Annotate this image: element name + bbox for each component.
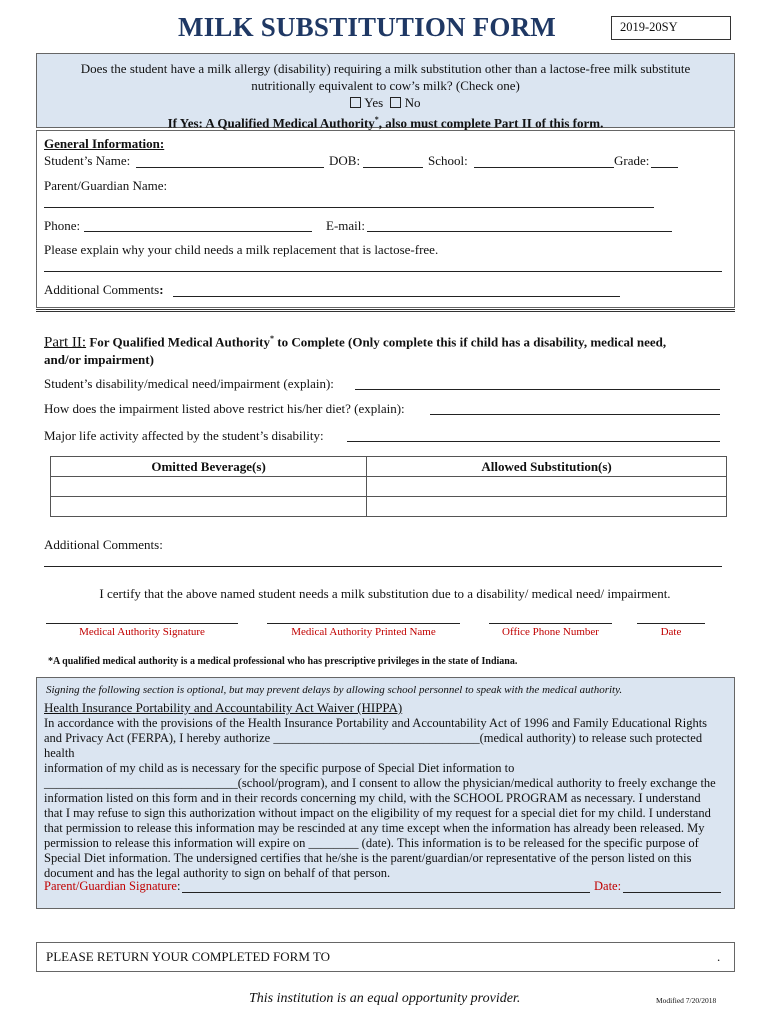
- hippa-paragraph: [44, 716, 730, 881]
- hippa-line: Special Diet information. The undersigned certifies that he/she is the parent/guardian/or representative of the person listed on this: [44, 851, 692, 865]
- hippa-line: _______________________________(school/program), and I consent to allow the physician/medical authority to freely exchange the: [44, 776, 716, 790]
- restrict-field[interactable]: [430, 414, 720, 415]
- parent-name-field[interactable]: [44, 207, 654, 208]
- dob-label: DOB:: [329, 153, 361, 168]
- yes-label: Yes: [364, 95, 384, 110]
- table-row: [51, 497, 727, 517]
- parent-label: Parent/Guardian Name:: [44, 178, 168, 193]
- general-heading: General Information:: [44, 136, 165, 151]
- parent-signature-label: [44, 879, 180, 894]
- no-label: No: [404, 95, 421, 110]
- grade-label: Grade:: [614, 153, 650, 168]
- medical-date-line[interactable]: [637, 623, 705, 624]
- return-text: PLEASE RETURN YOUR COMPLETED FORM TO: [46, 949, 330, 964]
- dob-field[interactable]: [363, 167, 423, 168]
- no-checkbox[interactable]: [390, 97, 401, 108]
- note-suffix: , also must complete Part II of this form.: [378, 115, 604, 131]
- footnote: *A qualified medical authority is a medical professional who has prescriptive privileges in the state of Indiana.: [48, 656, 518, 667]
- hippa-line: information of my child as is necessary for the specific purpose of Special Diet information to: [44, 761, 515, 775]
- table-row: [51, 477, 727, 497]
- general-comments-label: [44, 282, 164, 298]
- office-phone-line[interactable]: [489, 623, 612, 624]
- general-comments-field[interactable]: [173, 296, 620, 297]
- hippa-line: and Privacy Act (FERPA), I hereby authorize _________________________________(medical authority) to release such protected health: [44, 731, 703, 760]
- yes-no-options: [37, 94, 734, 111]
- office-phone-caption: Office Phone Number: [502, 626, 599, 638]
- hippa-line: that permission to release this information may be rescinded at any time except when the information has already been released. My: [44, 821, 705, 835]
- part2-comments-field[interactable]: [44, 566, 722, 567]
- part2-label: Part II:: [44, 334, 87, 351]
- parent-signature-field[interactable]: [182, 892, 590, 893]
- modified-date: Modified 7/20/2018: [656, 996, 717, 1005]
- medical-printed-name-line[interactable]: [267, 623, 460, 624]
- life-activity-label: Major life activity affected by the student’s disability:: [44, 428, 324, 443]
- medical-date-caption: Date: [660, 626, 682, 638]
- explain-field[interactable]: [44, 271, 722, 272]
- certify-statement: I certify that the above named student needs a milk substitution due to a disability/ medical need/ impairment.: [99, 586, 671, 601]
- page-title: MILK SUBSTITUTION FORM: [178, 12, 556, 42]
- part2-heading-b: to Complete (Only complete this if child has a disability, medical need,: [274, 334, 667, 350]
- parent-date-label: Date:: [594, 879, 622, 893]
- disability-field[interactable]: [355, 389, 720, 390]
- email-label: E-mail:: [326, 218, 365, 233]
- hippa-line: information listed on this form and in their records concerning my child, with the SCHOOL PROGRAM as necessary. I understand: [44, 791, 701, 805]
- general-comments-text: Additional Comments: [44, 282, 160, 297]
- part2-asterisk: *: [270, 334, 274, 343]
- part2-heading-c: and/or impairment): [44, 352, 154, 368]
- allowed-substitution-cell[interactable]: [367, 477, 727, 497]
- restrict-label: How does the impairment listed above restrict his/her diet? (explain):: [44, 401, 405, 416]
- school-label: School:: [428, 153, 468, 168]
- phone-field[interactable]: [84, 231, 312, 232]
- part2-note: [37, 111, 734, 131]
- hippa-line: document and has the legal authority to sign on behalf of that person.: [44, 866, 391, 880]
- question-line-2: nutritionally equivalent to cow’s milk? (Check one): [251, 78, 520, 93]
- explain-label: Please explain why your child needs a milk replacement that is lactose-free.: [44, 242, 439, 257]
- table-header-row: [51, 457, 727, 477]
- return-dot: .: [717, 949, 721, 964]
- yes-checkbox[interactable]: [350, 97, 361, 108]
- allowed-substitution-cell[interactable]: [367, 497, 727, 517]
- part2-comments-label: Additional Comments:: [44, 537, 163, 552]
- note-asterisk: *: [374, 115, 379, 124]
- medical-signature-caption: Medical Authority Signature: [79, 626, 205, 638]
- section-separator: [36, 309, 735, 312]
- student-name-label: Student’s Name:: [44, 153, 131, 168]
- medical-printed-name-caption: Medical Authority Printed Name: [291, 626, 436, 638]
- phone-label: Phone:: [44, 218, 81, 233]
- parent-signature-text: Parent/Guardian Signature: [44, 879, 177, 893]
- general-comments-colon: :: [159, 282, 164, 297]
- omitted-beverage-cell[interactable]: [51, 477, 367, 497]
- parent-date-field[interactable]: [623, 892, 721, 893]
- parent-signature-colon: :: [176, 879, 181, 893]
- allowed-substitution-header: Allowed Substitution(s): [367, 457, 727, 477]
- part2-heading: [44, 330, 734, 368]
- hippa-intro: Signing the following section is optional, but may prevent delays by allowing school personnel to speak with the medical authority.: [46, 684, 623, 696]
- allergy-question-box: [36, 53, 735, 131]
- question-line-1: Does the student have a milk allergy (disability) requiring a milk substitution other than a lactose-free milk substitute: [80, 61, 691, 76]
- life-activity-field[interactable]: [347, 441, 720, 442]
- school-year-box: 2019-20SY: [611, 16, 731, 40]
- omitted-beverage-cell[interactable]: [51, 497, 367, 517]
- hippa-title: Health Insurance Portability and Accountability Act Waiver (HIPPA): [44, 700, 403, 715]
- hippa-line: that I may refuse to sign this authorization without impact on the eligibility of my request for a special diet for my child. I understand: [44, 806, 711, 820]
- medical-signature-line[interactable]: [46, 623, 238, 624]
- hippa-line: permission to release this information will expire on ________ (date). This information is to be released for the specific purpose of: [44, 836, 699, 850]
- disability-label: Student’s disability/medical need/impairment (explain):: [44, 376, 334, 391]
- hippa-line: In accordance with the provisions of the Health Insurance Portability and Accountability Act of 1996 and Family Educational Rights: [44, 716, 708, 730]
- part2-heading-a: For Qualified Medical Authority: [86, 334, 270, 350]
- school-field[interactable]: [474, 167, 614, 168]
- grade-field[interactable]: [651, 167, 678, 168]
- beverage-table: [50, 456, 727, 517]
- equal-opportunity-statement: This institution is an equal opportunity provider.: [249, 991, 521, 1006]
- note-prefix: If Yes: A Qualified Medical Authority: [167, 115, 375, 131]
- email-field[interactable]: [367, 231, 672, 232]
- student-name-field[interactable]: [136, 167, 324, 168]
- omitted-beverage-header: Omitted Beverage(s): [51, 457, 367, 477]
